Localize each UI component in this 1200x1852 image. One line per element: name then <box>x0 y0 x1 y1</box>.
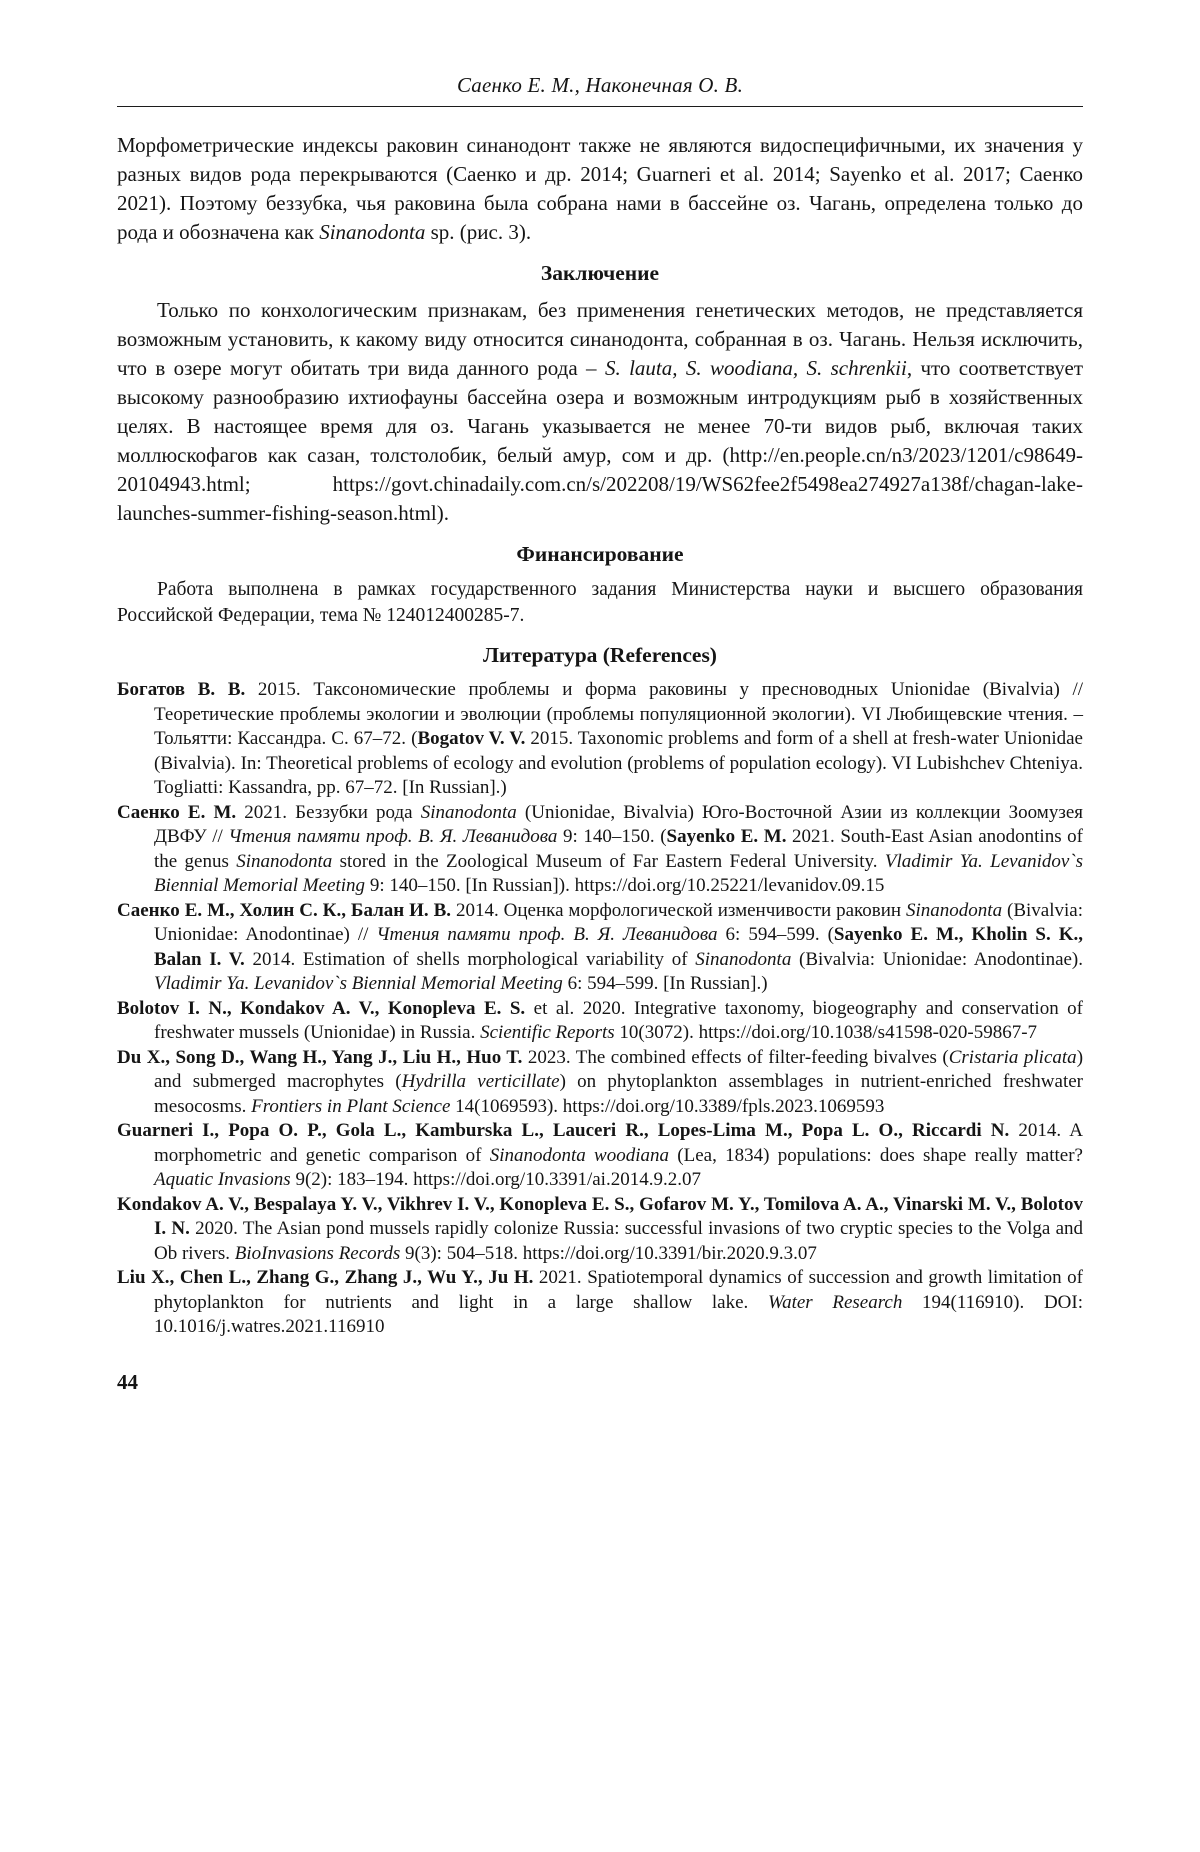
text-run: 9: 140–150. [In Russian]). https://doi.org/10.25221/levanidov.09.15 <box>365 875 885 897</box>
text-run: Frontiers in Plant Science <box>251 1095 451 1117</box>
paragraph <box>117 577 1083 629</box>
text-run: Vladimir Ya. Levanidov`s Biennial Memorial Meeting <box>154 973 563 995</box>
text-run: 2021. Беззубки рода <box>236 801 421 823</box>
text-run: Sinanodonta <box>906 899 1003 921</box>
text-run: 9(3): 504–518. https://doi.org/10.3391/bir.2020.9.3.07 <box>400 1242 817 1264</box>
text-run: ) on phytoplankton assemblages in nutrient-enriched freshwater mesocosms. <box>154 1071 1083 1117</box>
text-run: Sayenko E. M. <box>666 826 787 848</box>
text-run: Water Research <box>767 1291 903 1313</box>
text-run: (Bivalvia: Unionidae: Anodontinae) // <box>154 899 1083 946</box>
text-run: S. lauta, S. woodiana, S. schrenkii <box>604 356 907 381</box>
text-run: 10(3072). https://doi.org/10.1038/s41598-020-59867-7 <box>614 1022 1038 1044</box>
text-run: Bolotov I. N., Kondakov A. V., Konopleva E. S. <box>117 997 526 1019</box>
text-run: 2021. Spatiotemporal dynamics of succession and growth limitation of phytoplankton for nutrients and light in a large shallow lake. <box>154 1267 1083 1313</box>
reference-item <box>117 1119 1083 1193</box>
text-run: et al. 2020. Integrative taxonomy, biogeography and conservation of freshwater mussels (Unionidae) in Russia. <box>154 997 1084 1044</box>
text-run: (Bivalvia: Unionidae: Anodontinae). <box>791 948 1084 970</box>
text-run: stored in the Zoological Museum of Far Eastern Federal University. <box>332 850 885 872</box>
text-run: (Lea, 1834) populations: does shape really matter? <box>669 1144 1083 1166</box>
page-content <box>117 72 1083 1395</box>
text-run: Cristaria plicata <box>948 1046 1077 1068</box>
text-run: Guarneri I., Popa O. P., Gola L., Kamburska L., Lauceri R., Lopes-Lima M., Popa L. O., Riccardi N. <box>117 1120 1010 1142</box>
section-heading: Литература (References) <box>483 643 717 668</box>
text-run: 6: 594–599. ( <box>717 924 834 946</box>
paragraph <box>117 296 1083 528</box>
reference-item <box>117 1193 1083 1267</box>
text-run: sp. (рис. 3). <box>425 220 532 245</box>
text-run: (Unionidae, Bivalvia) Юго-Восточной Азии из коллекции Зоомузея ДВФУ // <box>154 801 1084 848</box>
reference-item <box>117 678 1083 801</box>
page-body <box>117 131 1083 1340</box>
text-run: Чтения памяти проф. В. Я. Леванидова <box>376 924 718 946</box>
reference-item <box>117 899 1083 997</box>
header-rule <box>117 106 1083 107</box>
text-run: 2020. The Asian pond mussels rapidly colonize Russia: successful invasions of two cryptic species to the Volga and Ob rivers. <box>154 1218 1083 1264</box>
text-run: Саенко Е. М. <box>117 801 237 823</box>
text-run: Богатов В. В. <box>117 679 246 701</box>
text-run: , что соответствует высокому разнообразию ихтиофауны бассейна озера и возможным интродукциям рыб в хозяйственных целях. В настоящее время для оз. Чагань указывается не менее 70-ти видов рыб, включая таких моллюскофагов как сазан, толстолобик, белый амур, сом и др. (http://en.people.cn/n3/2023/1201/c98649-20104943.html; https://govt.chinadaily.com.cn/s/202208/19/WS62fee2f5498ea274927a138f/chagan-lake-launches-summer-fishing-season.html). <box>117 356 1083 526</box>
text-run: 6: 594–599. [In Russian].) <box>562 973 768 995</box>
running-head: Саенко Е. М., Наконечная О. В. <box>456 73 744 97</box>
text-run: Только по конхологическим признакам, без применения генетических методов, не представляется возможным установить, к какому виду относится синанодонта, собранная в оз. Чагань. Нельзя исключить, что в озере могут обитать три вида данного рода – <box>117 298 1083 381</box>
text-run: Sinanodonta <box>319 220 426 245</box>
text-run: Морфометрические индексы раковин синанодонт также не являются видоспецифичными, их значения у разных видов рода перекрываются (Саенко и др. 2014; Guarneri et al. 2014; Sayenko et al. 2017; Саенко 2021). Поэтому беззубка, чья раковина была собрана нами в бассейне оз. Чагань, определена только до рода и обозначена как <box>117 133 1083 245</box>
reference-item <box>117 1046 1083 1120</box>
paragraph <box>117 131 1083 247</box>
text-run: Liu X., Chen L., Zhang G., Zhang J., Wu Y., Ju H. <box>117 1267 534 1289</box>
text-run: ) and submerged macrophytes ( <box>154 1046 1084 1093</box>
text-run: Работа выполнена в рамках государственного задания Министерства науки и высшего образования Российской Федерации, тема № 124012400285-7. <box>117 579 1083 627</box>
text-run: Sinanodonta <box>236 850 333 872</box>
section-heading: Заключение <box>540 261 660 286</box>
text-run: 2015. Taxonomic problems and form of a shell at fresh-water Unionidae (Bivalvia). In: Theoretical problems of ecology and evolution (problems of population ecology). VI Lubishchev Chteniya. Togliatti: Kassandra, pp. 67–72. [In Russian].) <box>154 728 1083 799</box>
reference-item <box>117 801 1083 899</box>
text-run: Bogatov V. V. <box>417 728 526 750</box>
text-run: Hydrilla verticillate <box>401 1071 560 1093</box>
text-run: Sayenko E. M., Kholin S. K., Balan I. V. <box>154 924 1084 970</box>
reference-item <box>117 997 1083 1046</box>
text-run: 2015. Таксономические проблемы и форма раковины у пресноводных Unionidae (Bivalvia) // Теоретические проблемы экологии и эволюции (проблемы популяционной экологии). VI Любищевские чтения. – Тольятти: Кассандра. С. 67–72. ( <box>154 679 1084 750</box>
text-run: Du X., Song D., Wang H., Yang J., Liu H., Huo T. <box>117 1046 523 1068</box>
text-run: Sinanodonta <box>695 948 792 970</box>
text-run: 14(1069593). https://doi.org/10.3389/fpls.2023.1069593 <box>450 1095 885 1117</box>
text-run: Саенко Е. М., Холин С. К., Балан И. В. <box>117 899 452 921</box>
text-run: 2014. Оценка морфологической изменчивости раковин <box>451 899 907 921</box>
text-run: Чтения памяти проф. В. Я. Леванидова <box>228 826 558 848</box>
text-run: 2021. South-East Asian anodontins of the genus <box>154 826 1084 872</box>
text-run: Vladimir Ya. Levanidov`s Biennial Memorial Meeting <box>154 850 1083 897</box>
text-run: 2023. The combined effects of filter-feeding bivalves ( <box>522 1046 949 1068</box>
text-run: BioInvasions Records <box>234 1242 401 1264</box>
text-run: 2014. Estimation of shells morphological variability of <box>244 948 696 970</box>
reference-item <box>117 1266 1083 1340</box>
text-run: 9: 140–150. ( <box>557 826 667 848</box>
text-run: 9(2): 183–194. https://doi.org/10.3391/ai.2014.9.2.07 <box>290 1169 701 1191</box>
page-number: 44 <box>117 1369 138 1394</box>
text-run: Sinanodonta woodiana <box>489 1144 670 1166</box>
text-run: Sinanodonta <box>420 801 517 823</box>
text-run: 2014. A morphometric and genetic comparison of <box>154 1120 1083 1166</box>
text-run: Kondakov A. V., Bespalaya Y. V., Vikhrev I. V., Konopleva E. S., Gofarov M. Y., Tomilova A. A., Vinarski M. V., Bolotov I. N. <box>117 1193 1083 1240</box>
section-heading: Финансирование <box>516 542 684 567</box>
text-run: Scientific Reports <box>480 1022 615 1044</box>
text-run: Aquatic Invasions <box>154 1169 291 1191</box>
text-run: 194(116910). DOI: 10.1016/j.watres.2021.116910 <box>154 1291 1083 1338</box>
